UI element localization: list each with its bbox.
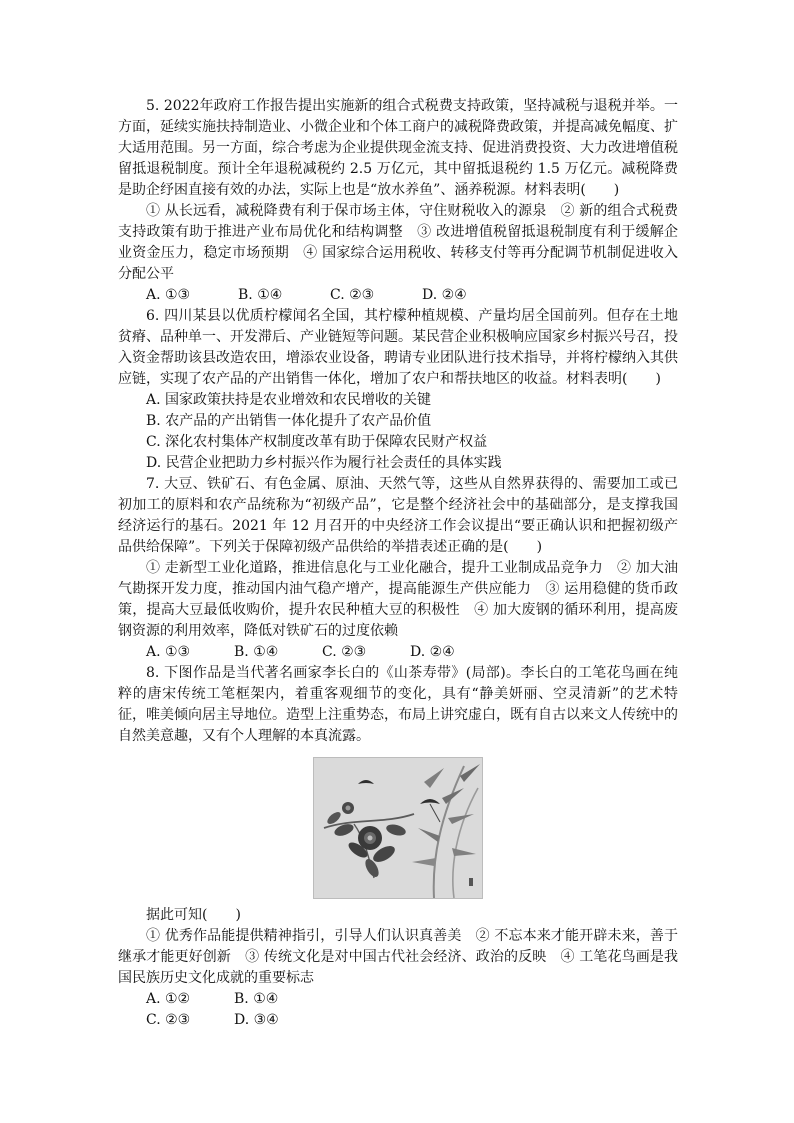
question-5-stem: 5. 2022年政府工作报告提出实施新的组合式税费支持政策，坚持减税与退税并举。一方面，延续实施扶持制造业、小微企业和个体工商户的减税降费政策，并提高减免幅度、扩大适用范围。另一方面，综合考虑为企业提供现金流支持、促进消费投资、大力改进增值税留抵退税制度。预计全年退税减税约 2.5 万亿元，其中留抵退税约 1.5 万亿元。减税降费是助企纾困直接有效的办法，实际上也是“放水养鱼”、涵养税源。材料表明( ) xyxy=(118,98,678,198)
question-6 xyxy=(118,306,678,474)
question-5-option-d[interactable]: D. ②④ xyxy=(422,287,467,303)
question-8-option-c[interactable]: C. ②③ xyxy=(146,1012,191,1028)
painting-figure xyxy=(313,757,483,899)
question-7-option-c[interactable]: C. ②③ xyxy=(322,644,367,660)
question-7-options xyxy=(118,642,678,663)
question-6-option-d[interactable]: D. 民营企业把助力乡村振兴作为履行社会责任的具体实践 xyxy=(146,455,502,471)
question-8-stem: 8. 下图作品是当代著名画家李长白的《山茶寿带》(局部)。李长白的工笔花鸟画在纯粹的唐宋传统工笔框架内，着重客观细节的变化，具有“静美妍丽、空灵清新”的艺术特征，唯美倾向居主导地位。造型上注重势态，布局上讲究虚白，既有自古以来文人传统中的自然美意趣，又有个人理解的本真流露。 xyxy=(118,665,678,744)
question-5-options xyxy=(118,285,678,306)
question-8-option-a[interactable]: A. ①② xyxy=(146,991,191,1007)
question-7-statements: ① 走新型工业化道路，推进信息化与工业化融合，提升工业制成品竞争力 ② 加大油气勘探开发力度，推动国内油气稳产增产，提高能源生产供应能力 ③ 运用稳健的货币政策，提高大豆最低收购价，提升农民种植大豆的积极性 ④ 加大废钢的循环利用，提高废钢资源的利用效率，降低对铁矿石的过度依赖 xyxy=(118,560,678,639)
question-8-options-row-2 xyxy=(118,1010,678,1031)
question-6-option-a[interactable]: A. 国家政策扶持是农业增效和农民增收的关键 xyxy=(146,392,432,408)
question-8-prompt: 据此可知( ) xyxy=(146,907,241,923)
question-7-option-a[interactable]: A. ①③ xyxy=(146,644,191,660)
question-6-option-c[interactable]: C. 深化农村集体产权制度改革有助于保障农民财产权益 xyxy=(146,434,488,450)
question-7-option-b[interactable]: B. ①④ xyxy=(234,644,279,660)
question-5 xyxy=(118,96,678,306)
painting-image xyxy=(314,758,482,898)
question-5-option-a[interactable]: A. ①③ xyxy=(146,287,191,303)
question-5-option-c[interactable]: C. ②③ xyxy=(330,287,375,303)
question-5-statements: ① 从长远看，减税降费有利于保市场主体，守住财税收入的源泉 ② 新的组合式税费支持政策有助于推进产业布局优化和结构调整 ③ 改进增值税留抵退税制度有利于缓解企业资金压力，稳定市场预期 ④ 国家综合运用税收、转移支付等再分配调节机制促进收入分配公平 xyxy=(118,203,678,282)
question-8-options-row-1 xyxy=(118,989,678,1010)
question-8-statements: ① 优秀作品能提供精神指引，引导人们认识真善美 ② 不忘本来才能开辟未来，善于继承才能更好创新 ③ 传统文化是对中国古代社会经济、政治的反映 ④ 工笔花鸟画是我国民族历史文化成就的重要标志 xyxy=(118,928,678,986)
question-7-stem: 7. 大豆、铁矿石、有色金属、原油、天然气等，这些从自然界获得的、需要加工或已初加工的原料和农产品统称为“初级产品”，它是整个经济社会中的基础部分，是支撑我国经济运行的基石。2021 年 12 月召开的中央经济工作会议提出“要正确认识和把握初级产品供给保障”。下列关于保障初级产品供给的举措表述正确的是( ) xyxy=(118,476,678,555)
question-6-stem: 6. 四川某县以优质柠檬闻名全国，其柠檬种植规模、产量均居全国前列。但存在土地贫瘠、品种单一、开发滞后、产业链短等问题。某民营企业积极响应国家乡村振兴号召，投入资金帮助该县改造农田，增添农业设备，聘请专业团队进行技术指导，并将柠檬纳入其供应链，实现了农产品的产出销售一体化，增加了农户和帮扶地区的收益。材料表明( ) xyxy=(118,308,678,387)
question-8 xyxy=(118,663,678,1031)
question-8-option-d[interactable]: D. ③④ xyxy=(234,1012,279,1028)
question-7-option-d[interactable]: D. ②④ xyxy=(410,644,455,660)
question-5-option-b[interactable]: B. ①④ xyxy=(238,287,283,303)
question-content xyxy=(118,96,678,1031)
question-6-option-b[interactable]: B. 农产品的产出销售一体化提升了农产品价值 xyxy=(146,413,432,429)
question-7 xyxy=(118,474,678,663)
question-8-option-b[interactable]: B. ①④ xyxy=(234,991,279,1007)
